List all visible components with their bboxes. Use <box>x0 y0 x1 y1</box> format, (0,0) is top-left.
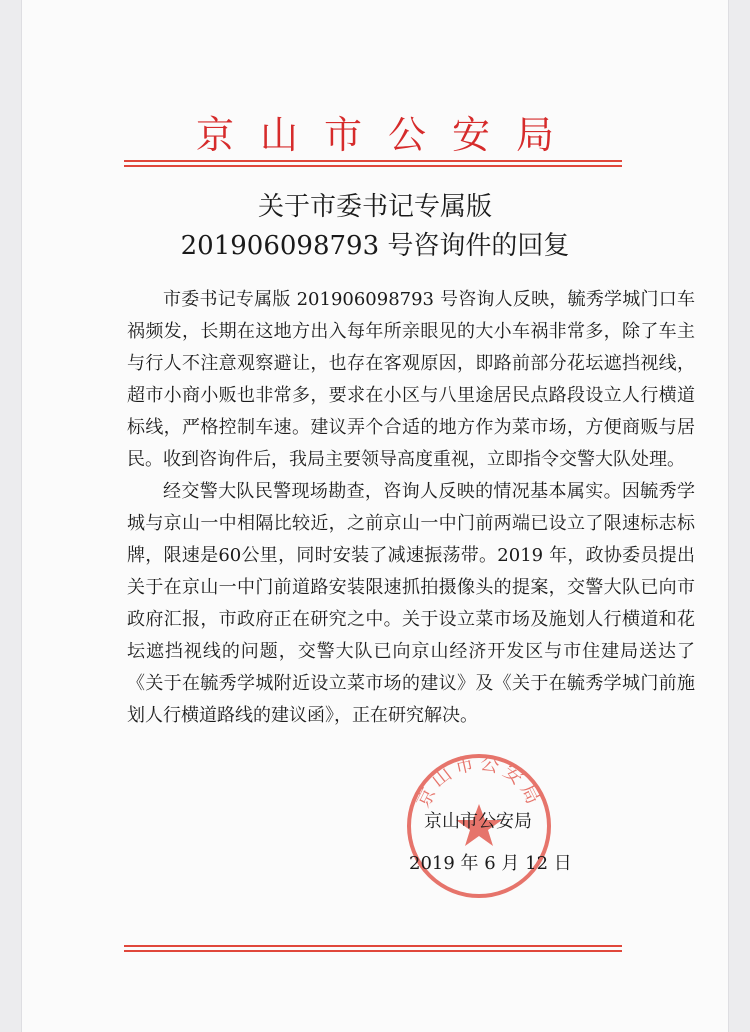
body-paragraph-1: 市委书记专属版 201906098793 号咨询人反映，毓秀学城门口车祸频发，长期在这地方出入每年所亲眼见的大小车祸非常多，除了车主与行人不注意观察避让，也存在客观原因，即路前部分花坛遮挡视线，超市小商小贩也非常多，要求在小区与八里途居民点路段设立人行横道标线，严格控制车速。建议弄个合适的地方作为菜市场，方便商贩与居民。收到咨询件后，我局主要领导高度重视，立即指令交警大队处理。 <box>127 289 695 470</box>
document-body <box>127 284 695 732</box>
body-paragraph-2: 经交警大队民警现场勘查，咨询人反映的情况基本属实。因毓秀学城与京山一中相隔比较近，之前京山一中门前两端已设立了限速标志标牌，限速是60公里，同时安装了减速振荡带。2019 年，政协委员提出关于在京山一中门前道路安装限速抓拍摄像头的提案，交警大队已向市政府汇报，市政府正在研究之中。关于设立菜市场及施划人行横道和花坛遮挡视线的问题，交警大队已向京山经济开发区与市住建局送达了《关于在毓秀学城附近设立菜市场的建议》及《关于在毓秀学城门前施划人行横道路线的建议函》，正在研究解决。 <box>127 481 695 726</box>
letterhead-rule-top <box>124 160 622 162</box>
svg-text:京山市公安局 <box>412 752 546 811</box>
document-title-line-1: 关于市委书记专属版 <box>257 192 492 222</box>
footer-rule-second <box>124 950 622 952</box>
letterhead-title: 京山市公安局 <box>195 113 580 157</box>
footer-rule <box>124 945 622 947</box>
signature-date: 2019 年 6 月 12 日 <box>409 853 572 874</box>
document-title-line-2: 201906098793 号咨询件的回复 <box>180 231 570 261</box>
letterhead-rule-top-second <box>124 165 622 167</box>
signature-org: 京山市公安局 <box>424 811 532 832</box>
seal-text: 京山市公安局 <box>412 752 546 812</box>
